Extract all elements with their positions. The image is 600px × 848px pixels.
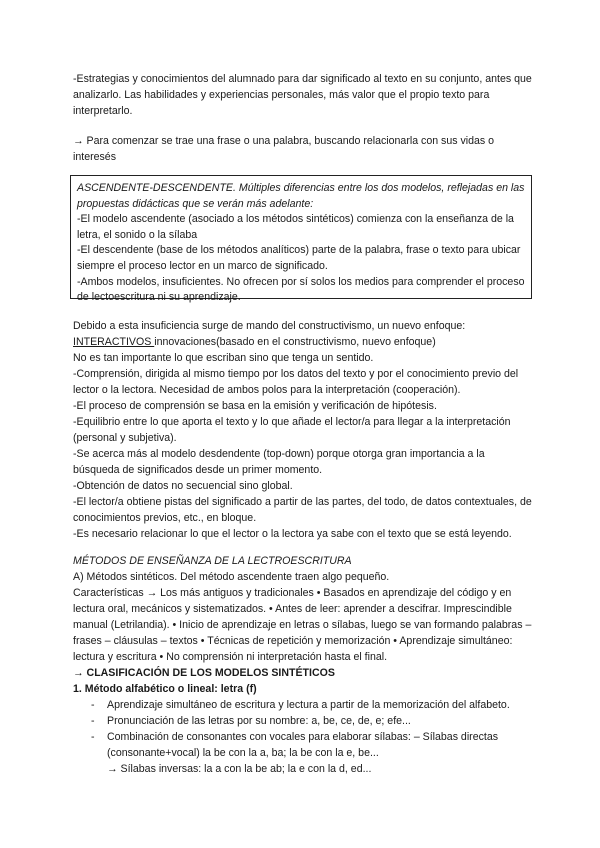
interactive-line: -Es necesario relacionar lo que el lector o la lectora ya sabe con el texto que se está leyendo. bbox=[73, 528, 512, 540]
list-item: - Pronunciación de las letras por su nombre: a, be, ce, de, e; efe... bbox=[91, 715, 411, 727]
interactive-line: -Equilibrio entre lo que aporta el texto y lo que añade el lector/a para llegar a la interpretación (personal y subjetiva). bbox=[73, 416, 511, 444]
method1-heading: 1. Método alfabético o lineal: letra (f) bbox=[73, 683, 257, 695]
intro-paragraph: -Estrategias y conocimientos del alumnado para dar significado al texto en su conjunto, antes que analizarlo. Las habilidades y experiencias personales, más valor que el propio texto para interpretarlo. bbox=[73, 73, 532, 117]
list-item-continuation: → Sílabas inversas: la a con la be ab; la e con la d, ed... bbox=[107, 763, 372, 775]
dash-bullet: - bbox=[91, 699, 95, 711]
interactive-line: -Obtención de datos no secuencial sino global. bbox=[73, 480, 293, 492]
interactive-line: No es tan importante lo que escriban sino que tenga un sentido. bbox=[73, 352, 374, 364]
intro-arrow-paragraph: → Para comenzar se trae una frase o una palabra, buscando relacionarla con sus vidas o interesés bbox=[73, 135, 495, 163]
methods-title: MÉTODOS DE ENSEÑANZA DE LA LECTROESCRITURA bbox=[73, 555, 352, 567]
interactive-line: -El proceso de comprensión se basa en la emisión y verificación de hipótesis. bbox=[73, 400, 437, 412]
interactive-section bbox=[73, 318, 533, 542]
interactive-line: -Se acerca más al modelo desdendente (top-down) porque otorga gran importancia a la búsqueda de significados desde un primer momento. bbox=[73, 448, 485, 476]
models-box bbox=[70, 175, 532, 304]
box-heading: ASCENDENTE-DESCENDENTE. Múltiples diferencias entre los dos modelos, reflejadas en las propuestas didácticas que se verán más adelante: bbox=[77, 182, 525, 210]
interactive-term: INTERACTIVOS bbox=[73, 336, 155, 348]
methods-subtitle: A) Métodos sintéticos. Del método ascendente traen algo pequeño. bbox=[73, 571, 390, 583]
interactive-line: -Comprensión, dirigida al mismo tiempo por los datos del texto y por el conocimiento previo del lector o la lectora. Necesidad de ambos polos para la interpretación (cooperación). bbox=[73, 368, 519, 396]
method1-list bbox=[73, 697, 533, 777]
box-line-insufficient: -Ambos modelos, insuficientes. No ofrecen por sí solos los medios para comprender el proceso de lectoescritura ni su aprendizaje. bbox=[77, 275, 525, 304]
box-line-ascending: -El modelo ascendente (asociado a los métodos sintéticos) comienza con la enseñanza de la letra, el sonido o la sílaba bbox=[77, 213, 514, 241]
intro-section bbox=[73, 71, 533, 165]
methods-characteristics: Características → Los más antiguos y tradicionales • Basados en aprendizaje del código y en lectura oral, mecánicos y sistematizados. • Antes de leer: aprender a descifrar. Imprescindible manual (Letrilandia). • Inicio de aprendizaje en letras o sílabas, luego se van formando palabras – frases – cláusulas – textos • Técnicas de repetición y memorización • Aprendizaje simultáneo: lectura y escritura • No comprensión ni interpretación hasta el final. bbox=[73, 587, 532, 663]
dash-bullet: - bbox=[91, 731, 95, 743]
interactive-term-line bbox=[73, 334, 533, 350]
list-item: - Combinación de consonantes con vocales para elaborar sílabas: – Sílabas directas (consonante+vocal) la be con la a, ba; la be con la e, be... bbox=[91, 731, 499, 759]
interactive-lead: Debido a esta insuficiencia surge de mando del constructivismo, un nuevo enfoque: bbox=[73, 320, 466, 332]
interactive-line: -El lector/a obtiene pistas del significado a partir de las partes, del todo, de datos contextuales, de conocimientos previos, etc., en bloque. bbox=[73, 496, 532, 524]
methods-section bbox=[73, 553, 533, 777]
dash-bullet: - bbox=[91, 715, 95, 727]
classification-heading: → CLASIFICACIÓN DE LOS MODELOS SINTÉTICOS bbox=[73, 667, 335, 679]
box-line-descending: -El descendente (base de los métodos analíticos) parte de la palabra, frase o texto para ubicar siempre el proceso lector en un marco de significado. bbox=[77, 244, 521, 272]
list-item: - Aprendizaje simultáneo de escritura y lectura a partir de la memorización del alfabeto. bbox=[91, 699, 510, 711]
interactive-term-rest: innovaciones(basado en el constructivismo, nuevo enfoque) bbox=[154, 336, 436, 348]
